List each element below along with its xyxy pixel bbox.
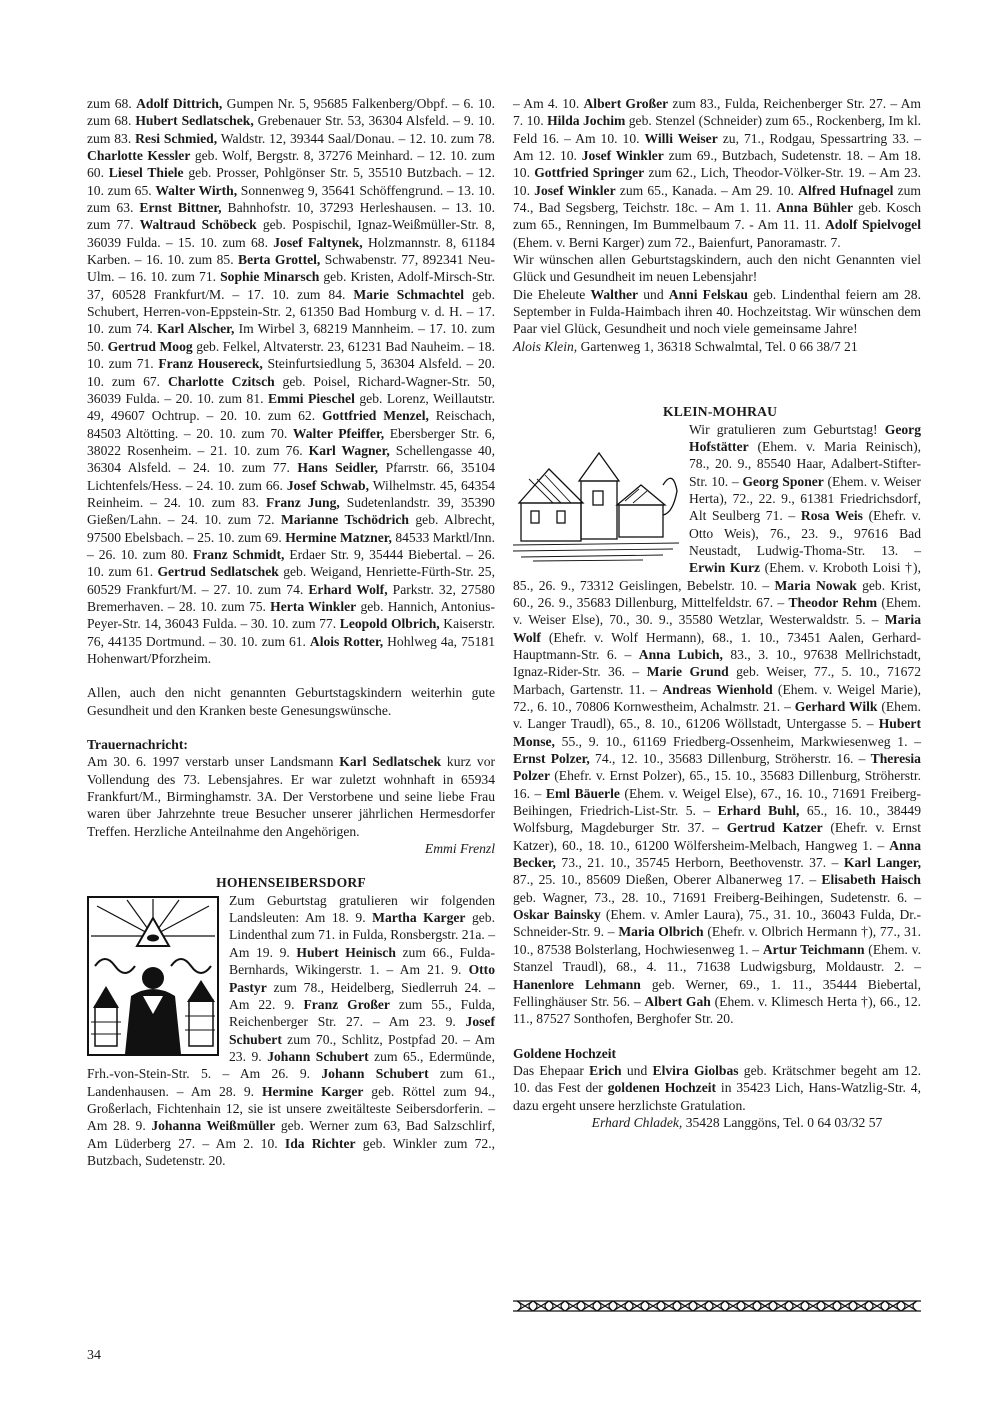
ornament-link bbox=[613, 1301, 629, 1311]
section-title-hohenseibersdorf: HOHENSEIBERSDORF bbox=[216, 875, 366, 891]
left-column bbox=[87, 95, 495, 1169]
person-name: Eml Bäuerle bbox=[545, 785, 620, 801]
person-name: Karl Sedlatschek bbox=[339, 754, 442, 770]
ornament-link bbox=[821, 1301, 837, 1311]
mourning-heading: Trauernachricht: bbox=[87, 737, 188, 753]
person-name: Karl Alscher, bbox=[157, 321, 235, 337]
golden-text: Das Ehepaar Erich und Elvira Giolbas geb. Krätschmer begeht am 12. 10. das Fest der goldenen Hochzeit in 35423 Lich, Hans-Watzlig-Str. 4, dazu ergeht unsere herzlichste Gratulation. bbox=[513, 1062, 922, 1113]
continuation-text: – Am 4. 10. Albert Großer zum 83., Fulda, Reichenberger Str. 27. – Am 7. 10. Hilda Jochim geb. Stenzel (Schneider) zum 65., Rockenberg, Im kl. Feld 16. – Am 10. 10. Willi Weiser zu, 71., Rodgau, Spessartring 33. – Am 12. 10. Josef Winkler zum 69., Butzbach, Sudetenstr. 18. – Am 18. 10. Gottfried Springer zum 62., Lich, Theodor-Völker-Str. 19. – Am 23. 10. Josef Winkler zum 65., Kanada. – Am 29. 10. Alfred Hufnagel zum 74., Bad Segsberg, Teichstr. 18c. – Am 1. 11. Anna Bühler geb. Kosch zum 65., Renningen, Im Bummelbaum 7. - Am 11. 11. Adolf Spielvogel (Ehem. v. Berni Karger) zum 72., Baienfurt, Panoramastr. 7. bbox=[513, 96, 922, 250]
ornament-divider bbox=[513, 1298, 921, 1314]
person-name: Alois Rotter, bbox=[309, 633, 384, 649]
ornament-link bbox=[677, 1301, 693, 1311]
person-name: Leopold Olbrich, bbox=[339, 616, 440, 632]
person-name: goldenen Hochzeit bbox=[607, 1080, 717, 1096]
signature-line bbox=[513, 338, 921, 355]
ornament-link bbox=[517, 1301, 533, 1311]
person-name: Johanna Weißmüller bbox=[151, 1118, 276, 1134]
ornament-link bbox=[789, 1301, 805, 1311]
person-name: Karl Wagner, bbox=[308, 442, 390, 458]
person-name: Josef Schubert bbox=[229, 1014, 495, 1047]
ornament-link bbox=[773, 1301, 789, 1311]
person-name: Oskar Bainsky bbox=[513, 907, 601, 923]
woodcut-image bbox=[87, 896, 219, 1056]
person-name: Ernst Bittner, bbox=[139, 200, 222, 216]
village-church-image bbox=[513, 445, 679, 563]
golden-heading: Goldene Hochzeit bbox=[513, 1045, 617, 1061]
person-name: Marianne Tschödrich bbox=[280, 512, 409, 528]
person-name: Hans Seidler, bbox=[297, 460, 379, 476]
person-name: Ernst Polzer, bbox=[513, 751, 590, 767]
person-name: Johann Schubert bbox=[267, 1048, 369, 1064]
person-name: Maria Wolf bbox=[513, 612, 921, 645]
wishes-text: Allen, auch den nicht genannten Geburtstagskindern weiterhin gute Gesundheit und den Kranken beste Genesungswünsche. bbox=[87, 685, 495, 718]
person-name: Alfred Hufnagel bbox=[798, 182, 894, 198]
hohenseibersdorf-section bbox=[87, 874, 495, 1169]
ornament-link bbox=[629, 1301, 645, 1311]
person-name: Artur Teichmann bbox=[762, 941, 865, 957]
person-name: Herta Winkler bbox=[270, 598, 357, 614]
section-title-klein-mohrau: KLEIN-MOHRAU bbox=[663, 404, 778, 420]
ornament-link bbox=[581, 1301, 597, 1311]
person-name: Anna Lubich, bbox=[638, 646, 723, 662]
klein-mohrau-text: Wir gratulieren zum Geburtstag! Georg Hofstätter (Ehem. v. Maria Reinisch), 78., 20. 9., 85540 Haar, Adalbert-Stifter-Str. 10. – Georg Sponer (Ehem. v. Weiser Herta), 72., 22. 9., 61381 Friedrichsdorf, Alt Seulberg 71. – Rosa Weis (Ehefr. v. Otto Weis), 76., 23. 9., 97616 Bad Neustadt, Ludwig-Thoma-Str. 13. – Erwin Kurz (Ehem. v. Kroboth Loisi †), 85., 26. 9., 73312 Geislingen, Bebelstr. 10. – Maria Nowak geb. Krist, 60., 26. 9., 35683 Dillenburg, Mittelfeldstr. 67. – Theodor Rehm (Ehem. v. Weiser Else), 70., 30. 9., 35580 Wetzlar, Westerwaldstr. 5. – Maria Wolf (Ehefr. v. Wolf Hermann), 68., 1. 10., 73451 Aalen, Gerhard-Hauptmann-Str. 6. – Anna Lubich, 83., 3. 10., 97638 Mellrichstadt, Ignaz-Rider-Str. 36. – Marie Grund geb. Weiser, 77., 5. 10., 71672 Marbach, Gartenstr. 11. – Andreas Wienhold (Ehem. v. Weigel Marie), 72., 6. 10., 70806 Kornwestheim, Achalmstr. 21. – Gerhard Wilk (Ehem. v. Langer Traudl), 65., 8. 10., 61206 Wöllstadt, Untergasse 5. – Hubert Monse, 55., 9. 10., 61169 Friedberg-Ossenheim, Markwiesenweg 1. – Ernst Polzer, 74., 12. 10., 35683 Dillenburg, Ströherstr. 16. – Theresia Polzer (Ehefr. v. Ernst Polzer), 65., 15. 10., 35683 Dillenburg, Ströherstr. 16. – Eml Bäuerle (Ehem. v. Weigel Else), 67., 16. 10., 71691 Freiberg-Beihingen, Friedrich-List-Str. 5. – Erhard Buhl, 65., 16. 10., 38449 Wolfsburg, Magdeburger Str. 37. – Gertrud Katzer (Ehefr. v. Ernst Katzer), 60., 18. 10., 61200 Wölfersheim-Melbach, Hangweg 1. – Anna Becker, 73., 21. 10., 35745 Herborn, Beethovenstr. 37. – Karl Langer, 87., 25. 10., 85609 Dießen, Oberer Albanerweg 17. – Elisabeth Haisch geb. Wagner, 73., 28. 10., 71691 Freiberg-Beihingen, Sudetenstr. 6. – Oskar Bainsky (Ehem. v. Amler Laura), 75., 31. 10., 36043 Fulda, Dr.-Schneider-Str. 9. – Maria Olbrich (Ehefr. v. Olbrich Hermann †), 77., 31. 10., 87538 Bolsterlang, Hochwiesenweg 1. – Artur Teichmann (Ehem. v. Stanzel Traudl), 68., 4. 11., 71638 Ludwigsburg, Moldaustr. 2. – Hanenlore Lehmann geb. Werner, 69., 1. 11., 35444 Biebertal, Fellinghäuser Str. 56. – Albert Gah (Ehem. v. Klimesch Herta †), 66., 12. 11., 87527 Sonthofen, Berghofer Str. 20. bbox=[513, 421, 922, 1027]
person-name: Josef Faltynek, bbox=[273, 234, 363, 250]
ornament-link bbox=[901, 1301, 917, 1311]
person-name: Resi Schmied, bbox=[135, 130, 218, 146]
person-name: Gottfried Springer bbox=[534, 165, 645, 181]
person-name: Erhard Buhl, bbox=[717, 803, 800, 819]
ornament-link bbox=[869, 1301, 885, 1311]
person-name: Karl Langer, bbox=[843, 855, 921, 871]
person-name: Georg Hofstätter bbox=[689, 421, 921, 454]
person-name: Josef Winkler bbox=[581, 148, 664, 164]
ornament-link bbox=[885, 1301, 901, 1311]
person-name: Marie Grund bbox=[646, 664, 729, 680]
person-name: Albert Gah bbox=[644, 993, 711, 1009]
person-name: Hubert Heinisch bbox=[296, 944, 396, 960]
person-name: Theodor Rehm bbox=[788, 594, 878, 610]
ornament-link bbox=[533, 1301, 549, 1311]
person-name: Hubert Monse, bbox=[513, 716, 921, 749]
ornament-link bbox=[693, 1301, 709, 1311]
person-name: Johann Schubert bbox=[321, 1066, 429, 1082]
mourning-text: Am 30. 6. 1997 verstarb unser Landsmann Karl Sedlatschek kurz vor Vollendung des 73. Lebensjahres. Er war zuletzt wohnhaft in 65934 Frankfurt/M., Birminghamstr. 3A. Der Verstorbene und seine liebe Frau waren über Jahrzehnte treue Besucher unserer jährlichen Hermesdorfer Treffen. Herzliche Anteilnahme den Angehörigen. bbox=[87, 754, 496, 839]
ornament-link bbox=[725, 1301, 741, 1311]
person-name: Walter Pfeiffer, bbox=[292, 425, 385, 441]
hohenseibersdorf-text: Zum Geburtstag gratulieren wir folgenden Landsleuten: Am 18. 9. Martha Karger geb. Lindenthal zum 71. in Fulda, Ronsbergstr. 21a. – Am 19. 9. Hubert Heinisch zum 66., Fulda-Bernhards, Wikingerstr. 1. – Am 21. 9. Otto Pastyr zum 78., Heidelberg, Siedlerruh 24. – Am 22. 9. Franz Großer zum 55., Fulda, Reichenberger Str. 27. – Am 23. 9. Josef Schubert zum 70., Schlitz, Postpfad 20. – Am 23. 9. Johann Schubert zum 65., Edermünde, Frh.-von-Stein-Str. 5. – Am 26. 9. Johann Schubert zum 61., Landenhausen. – Am 28. 9. Hermine Karger geb. Röttel zum 94., Großerlach, Fichtenhain 12, sie ist unsere zweitälteste Seibersdorferin. – Am 28. 9. Johanna Weißmüller geb. Werner zum 63, Bad Salzschlirf, Am Lüderberg 27. – Am 2. 10. Ida Richter geb. Winkler zum 72., Butzbach, Sudetenstr. 20. bbox=[87, 892, 496, 1168]
person-name: Elvira Giolbas bbox=[652, 1062, 739, 1078]
person-name: Waltraud Schöbeck bbox=[139, 217, 257, 233]
person-name: Hermine Matzner, bbox=[285, 529, 392, 545]
signature-address: Gartenweg 1, 36318 Schwalmtal, Tel. 0 66 38/7 21 bbox=[580, 338, 858, 354]
person-name: Berta Grottel, bbox=[238, 252, 321, 268]
person-name: Walther bbox=[590, 286, 639, 302]
person-name: Josef Winkler bbox=[534, 182, 616, 198]
anniversary-text: Die Eheleute Walther und Anni Felskau geb. Lindenthal feiern am 28. September in Fulda-Haimbach ihren 40. Hochzeitstag. Wir wünschen dem Paar viel Glück, Gesundheit und noch viele gemeinsame Jahre! bbox=[513, 286, 922, 337]
ornament-link bbox=[645, 1301, 661, 1311]
klein-mohrau-section bbox=[513, 403, 921, 1027]
ornament-link bbox=[741, 1301, 757, 1311]
person-name: Hermine Karger bbox=[261, 1083, 364, 1099]
ornament-link bbox=[709, 1301, 725, 1311]
person-name: Hanenlore Lehmann bbox=[513, 976, 641, 992]
person-name: Ida Richter bbox=[284, 1135, 356, 1151]
person-name: Franz Housereck, bbox=[158, 356, 263, 372]
person-name: Otto Pastyr bbox=[229, 962, 495, 995]
person-name: Erwin Kurz bbox=[689, 560, 761, 576]
right-column bbox=[513, 95, 921, 1131]
signature-name: Alois Klein, bbox=[513, 338, 578, 354]
person-name: Erich bbox=[589, 1062, 622, 1078]
person-name: Emmi Pieschel bbox=[268, 390, 355, 406]
person-name: Charlotte Czitsch bbox=[167, 373, 275, 389]
ornament-link bbox=[757, 1301, 773, 1311]
person-name: Rosa Weis bbox=[800, 508, 863, 524]
village-church-illustration bbox=[513, 445, 679, 563]
person-name: Gertrud Katzer bbox=[726, 820, 823, 836]
person-name: Charlotte Kessler bbox=[87, 148, 191, 164]
ornament-link bbox=[597, 1301, 613, 1311]
person-name: Franz Großer bbox=[303, 996, 390, 1012]
ornament-link bbox=[837, 1301, 853, 1311]
person-name: Willi Weiser bbox=[644, 130, 718, 146]
person-name: Sophie Minarsch bbox=[220, 269, 320, 285]
golden-signature-line bbox=[513, 1114, 921, 1131]
person-name: Hilda Jochim bbox=[547, 113, 626, 129]
ornament-link bbox=[805, 1301, 821, 1311]
person-name: Albert Großer bbox=[583, 96, 669, 111]
person-name: Gottfried Menzel, bbox=[321, 408, 429, 424]
person-name: Gerhard Wilk bbox=[794, 699, 878, 714]
person-name: Erhard Wolf, bbox=[308, 581, 388, 597]
person-name: Franz Jung, bbox=[266, 494, 340, 510]
person-name: Maria Olbrich bbox=[618, 924, 704, 940]
person-name: Marie Schmachtel bbox=[353, 286, 465, 302]
person-name: Anni Felskau bbox=[668, 286, 748, 302]
ornament-link bbox=[853, 1301, 869, 1311]
golden-signature-name: Erhard Chladek, bbox=[591, 1114, 683, 1130]
person-name: Elisabeth Haisch bbox=[821, 872, 921, 888]
birthday-list-text: zum 68. Adolf Dittrich, Gumpen Nr. 5, 95685 Falkenberg/Obpf. – 6. 10. zum 68. Hubert Sedlatschek, Grebenauer Str. 53, 36304 Alsfeld. – 9. 10. zum 83. Resi Schmied, Waldstr. 12, 39344 Saal/Donau. – 12. 10. zum 78. Charlotte Kessler geb. Wolf, Bergstr. 8, 37276 Meinhard. – 12. 10. zum 60. Liesel Thiele geb. Prosser, Pohlgönser Str. 5, 35510 Butzbach. – 12. 10. zum 65. Walter Wirth, Sonnenweg 9, 35641 Schöffengrund. – 13. 10. zum 63. Ernst Bittner, Bahnhofstr. 10, 37293 Herleshausen. – 13. 10. zum 77. Waltraud Schöbeck geb. Pospischil, Ignaz-Weißmüller-Str. 8, 36039 Fulda. – 15. 10. zum 68. Josef Faltynek, Holzmannstr. 8, 61184 Karben. – 16. 10. zum 85. Berta Grottel, Schwabenstr. 77, 892341 Neu-Ulm. – 16. 10. zum 71. Sophie Minarsch geb. Kristen, Adolf-Mirsch-Str. 37, 60528 Frankfurt/M. – 17. 10. zum 84. Marie Schmachtel geb. Schubert, Herren-von-Eppstein-Str. 2, 61350 Bad Homburg v. d. H. – 17. 10. zum 74. Karl Alscher, Im Wirbel 3, 68219 Mannheim. – 17. 10. zum 50. Gertrud Moog geb. Felkel, Altvaterstr. 23, 61231 Bad Nauheim. – 18. 10. zum 71. Franz Housereck, Steinfurtsiedlung 5, 36304 Alsfeld. – 20. 10. zum 67. Charlotte Czitsch geb. Poisel, Richard-Wagner-Str. 50, 36039 Fulda. – 20. 10. zum 81. Emmi Pieschel geb. Lorenz, Weillautstr. 49, 49607 Ochtrup. – 20. 10. zum 62. Gottfried Menzel, Reischach, 84503 Altötting. – 20. 10. zum 70. Walter Pfeiffer, Ebersberger Str. 6, 38022 Rosenheim. – 21. 10. zum 76. Karl Wagner, Schellengasse 40, 36304 Alsfeld. – 24. 10. zum 77. Hans Seidler, Pfarrstr. 66, 35104 Lichtenfels/Hess. – 24. 10. zum 66. Josef Schwab, Wilhelmstr. 45, 64354 Reinheim. – 24. 10. zum 83. Franz Jung, Sudetenlandstr. 39, 35390 Gießen/Lahn. – 24. 10. zum 72. Marianne Tschödrich geb. Albrecht, 97500 Ebelsbach. – 25. 10. zum 69. Hermine Matzner, 84533 Marktl/Inn. – 26. 10. zum 80. Franz Schmidt, Erdaer Str. 9, 35444 Biebertal. – 26. 10. zum 61. Gertrud Sedlatschek geb. Weigand, Henriette-Fürth-Str. 25, 60529 Frankfurt/M. – 27. 10. zum 74. Erhard Wolf, Parkstr. 32, 27580 Bremerhaven. – 28. 10. zum 75. Herta Winkler geb. Hannich, Antonius-Peyer-Str. 14, 36043 Fulda. – 30. 10. zum 77. Leopold Olbrich, Kaiserstr. 76, 44135 Dortmund. – 30. 10. zum 61. Alois Rotter, Hohlweg 4a, 75181 Hohenwart/Pforzheim. bbox=[87, 96, 496, 666]
wishes-text-right: Wir wünschen allen Geburtstagskindern, auch den nicht Genannten viel Glück und Gesundheit im neuen Lebensjahr! bbox=[513, 252, 921, 285]
person-name: Adolf Spielvogel bbox=[824, 217, 921, 233]
person-name: Hubert Sedlatschek, bbox=[135, 113, 254, 129]
page-number: 34 bbox=[87, 1348, 101, 1363]
person-name: Anna Becker, bbox=[513, 837, 921, 871]
woodcut-illustration bbox=[87, 896, 219, 1056]
golden-signature-address: 35428 Langgöns, Tel. 0 64 03/32 57 bbox=[685, 1114, 883, 1130]
person-name: Walter Wirth, bbox=[155, 182, 238, 198]
ornament-link bbox=[661, 1301, 677, 1311]
person-name: Liesel Thiele bbox=[108, 165, 184, 181]
person-name: Gertrud Moog bbox=[107, 338, 193, 354]
person-name: Anna Bühler bbox=[776, 200, 854, 216]
person-name: Franz Schmidt, bbox=[192, 546, 285, 562]
person-name: Georg Sponer bbox=[742, 473, 824, 489]
person-name: Andreas Wienhold bbox=[662, 681, 773, 697]
person-name: Josef Schwab, bbox=[286, 477, 370, 493]
ornament-link bbox=[549, 1301, 565, 1311]
person-name: Adolf Dittrich, bbox=[136, 96, 223, 111]
person-name: Theresia Polzer bbox=[513, 751, 921, 784]
person-name: Maria Nowak bbox=[774, 577, 857, 593]
person-name: Gertrud Sedlatschek bbox=[157, 564, 279, 580]
person-name: Martha Karger bbox=[372, 910, 466, 926]
ornament-link bbox=[565, 1301, 581, 1311]
mourning-signature: Emmi Frenzl bbox=[424, 841, 495, 857]
